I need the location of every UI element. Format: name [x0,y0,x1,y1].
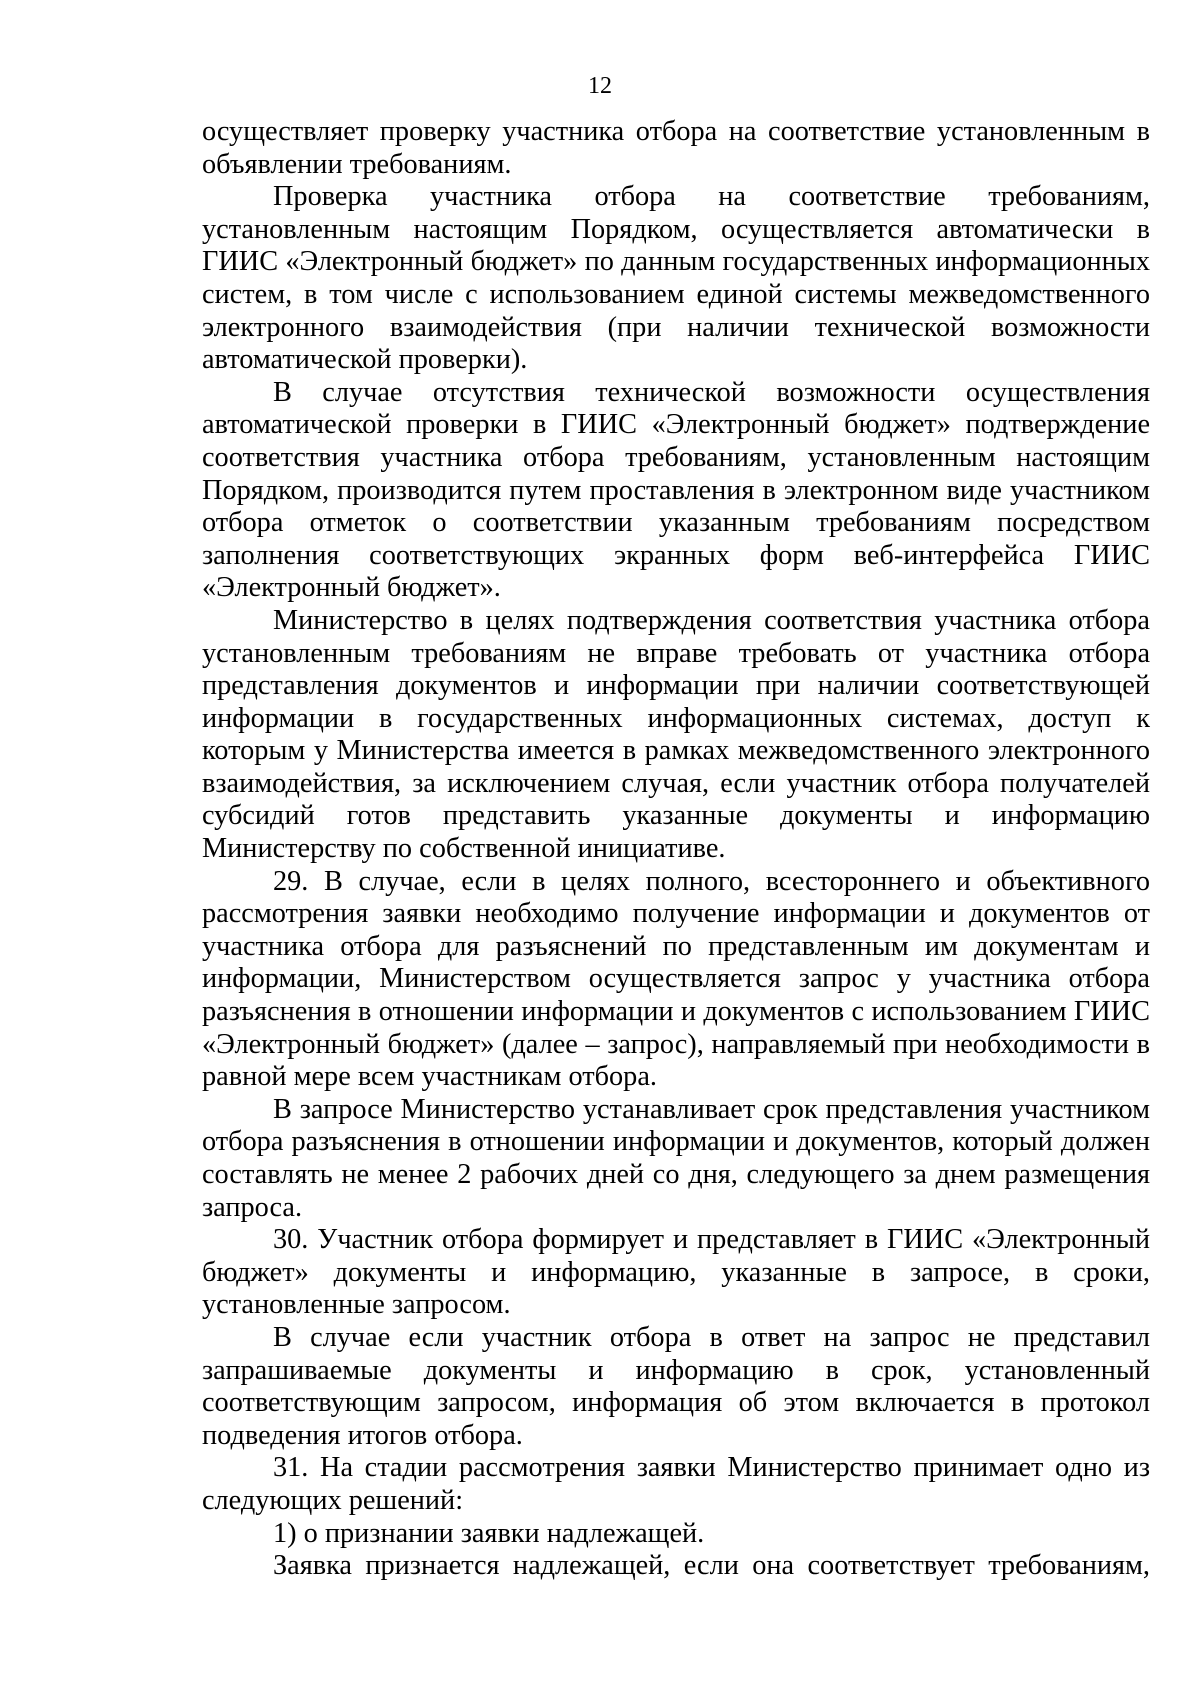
paragraph-manual-confirmation: В случае отсутствия технической возможности осуществления автоматической проверки в ГИИС «Электронный бюджет» подтверждение соответствия участника отбора требованиям, установленным настоящим Порядком, производится путем проставления в электронном виде участником отбора отметок о соответствии указанным требованиям посредством заполнения соответствующих экранных форм веб-интерфейса ГИИС «Электронный бюджет». [202,376,1150,604]
paragraph-clause-31: 31. На стадии рассмотрения заявки Министерство принимает одно из следующих решений: [202,1452,1150,1516]
paragraph-clause-29: 29. В случае, если в целях полного, всестороннего и объективного рассмотрения заявки необходимо получение информации и документов от участника отбора для разъяснений по представленным им документам и информации, Министерством осуществляется запрос у участника отбора разъяснения в отношении информации и документов с использованием ГИИС «Электронный бюджет» (далее – запрос), направляемый при необходимости в равной мере всем участникам отбора. [202,865,1150,1093]
paragraph-verification-continued: осуществляет проверку участника отбора на соответствие установленным в объявлении требованиям. [202,116,1150,180]
document-body [202,116,1150,1583]
paragraph-proper-application: Заявка признается надлежащей, если она соответствует требованиям, [273,1550,1150,1582]
paragraph-clause-30: 30. Участник отбора формирует и представляет в ГИИС «Электронный бюджет» документы и информацию, указанные в запросе, в сроки, установленные запросом. [202,1224,1150,1321]
paragraph-no-response: В случае если участник отбора в ответ на запрос не представил запрашиваемые документы и информацию в срок, установленный соответствующим запросом, информация об этом включается в протокол подведения итогов отбора. [202,1321,1150,1451]
paragraph-decision-1: 1) о признании заявки надлежащей. [273,1517,705,1549]
paragraph-request-deadline: В запросе Министерство устанавливает срок представления участником отбора разъяснения в отношении информации и документов, который должен составлять не менее 2 рабочих дней со дня, следующего за днем размещения запроса. [202,1093,1150,1223]
paragraph-automatic-verification: Проверка участника отбора на соответствие требованиям, установленным настоящим Порядком, осуществляется автоматически в ГИИС «Электронный бюджет» по данным государственных информационных систем, в том числе с использованием единой системы межведомственного электронного взаимодействия (при наличии технической возможности автоматической проверки). [202,181,1150,376]
paragraph-ministry-restrictions: Министерство в целях подтверждения соответствия участника отбора установленным требованиям не вправе требовать от участника отбора представления документов и информации при наличии соответствующей информации в государственных информационных системах, доступ к которым у Министерства имеется в рамках межведомственного электронного взаимодействия, за исключением случая, если участник отбора получателей субсидий готов представить указанные документы и информацию Министерству по собственной инициативе. [202,604,1150,865]
page-number: 12 [588,73,612,99]
